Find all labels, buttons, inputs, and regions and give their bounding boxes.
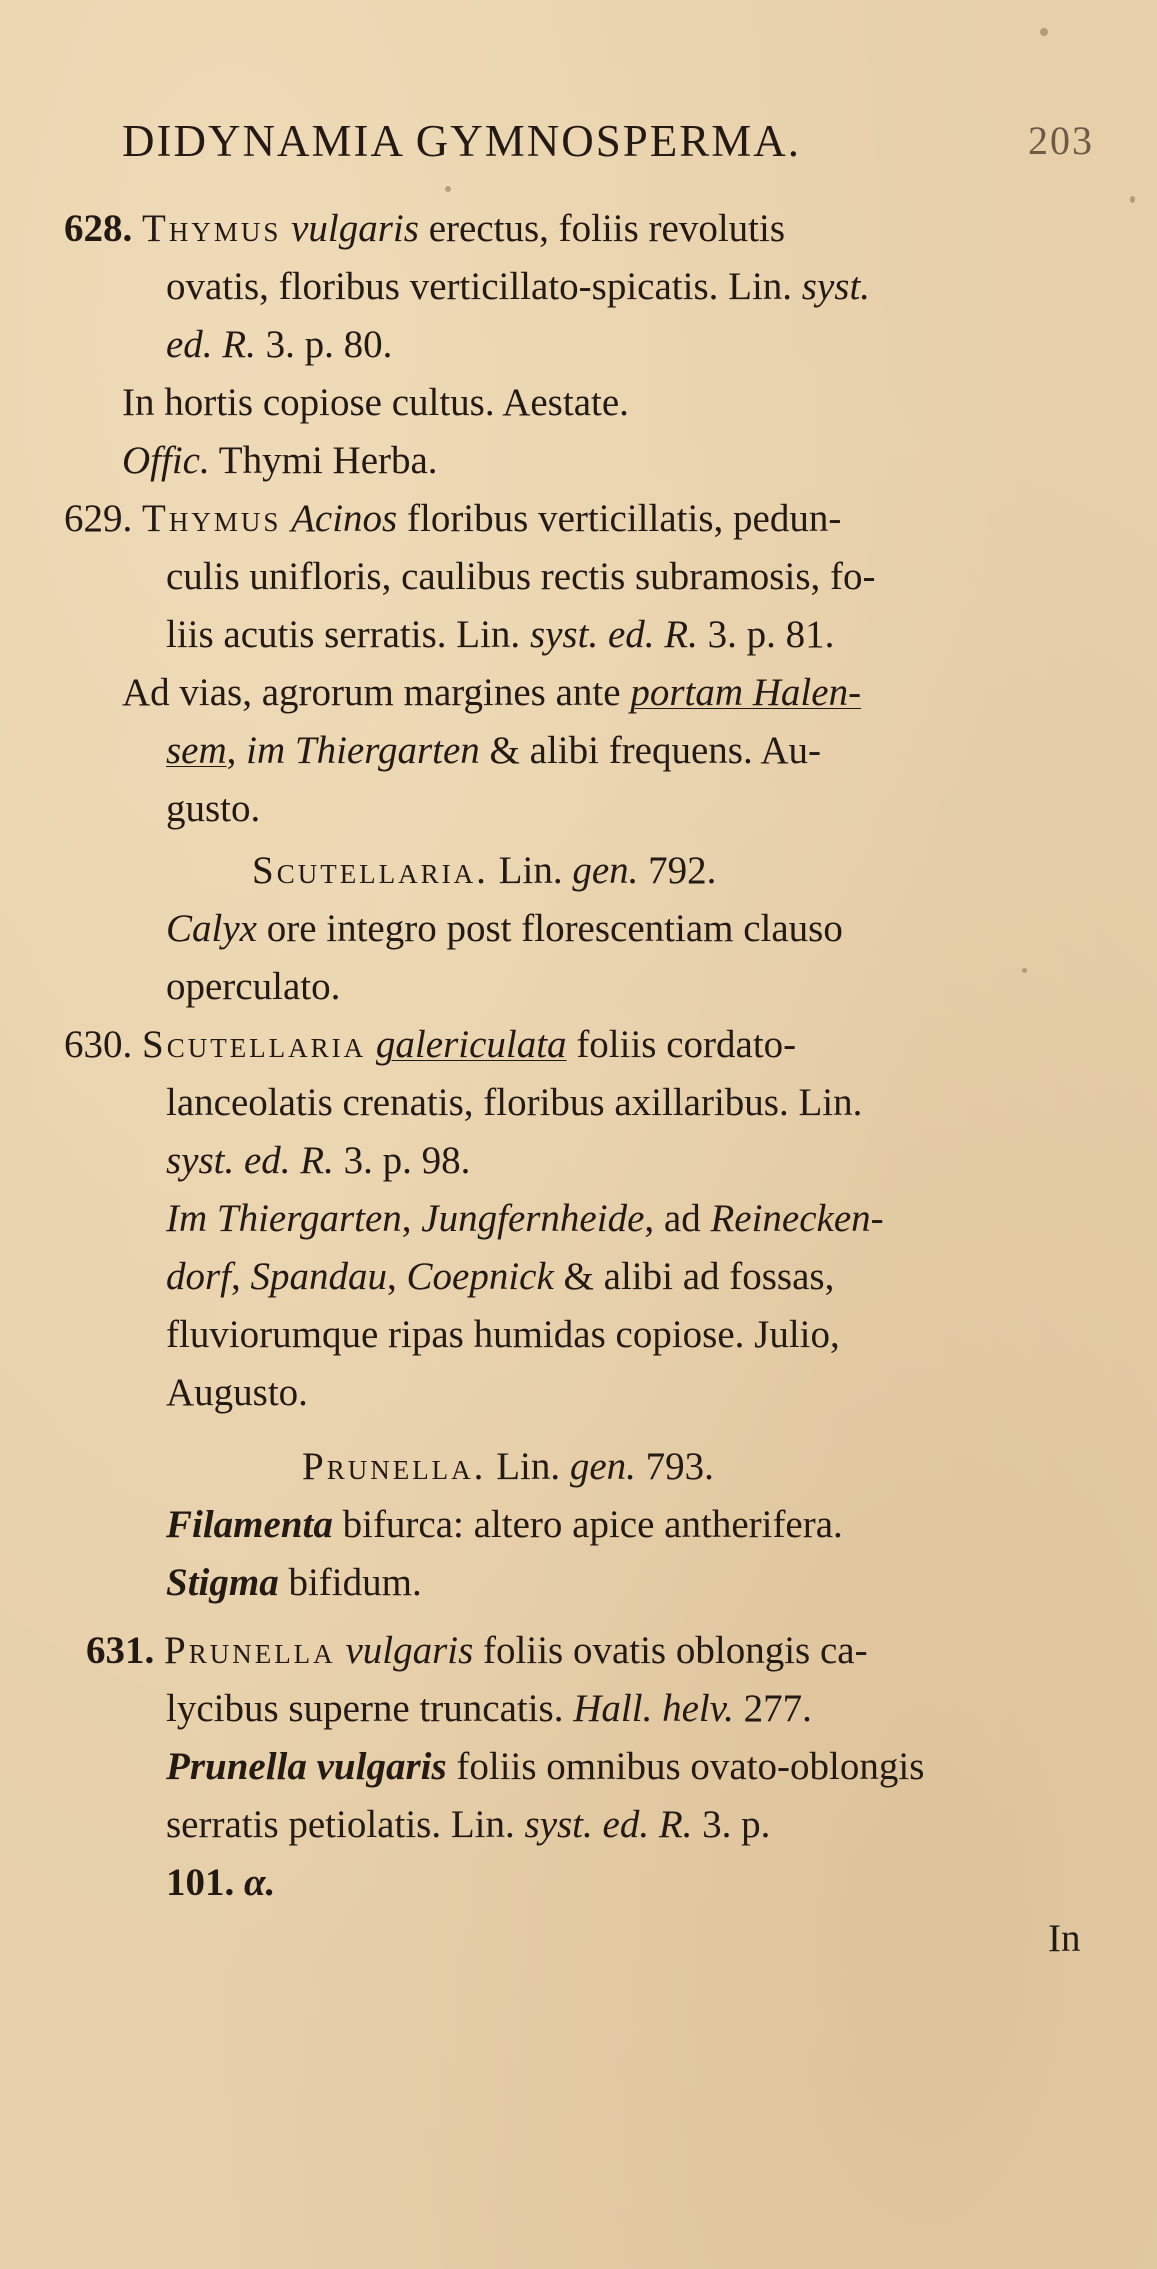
line-628-a: 628. Thymus vulgaris erectus, foliis revolutis — [64, 207, 786, 250]
line-631-a: 631. Prunella vulgaris foliis ovatis oblongis ca- — [86, 1629, 868, 1672]
page-number: 203 — [1028, 118, 1094, 163]
genus-prunella-desc-a: Filamenta bifurca: altero apice antherifera. — [166, 1503, 843, 1546]
line-630-habitat-c: fluviorumque ripas humidas copiose. Julio, — [166, 1313, 840, 1356]
genus-scutellaria-desc-a: Calyx ore integro post florescentiam clauso — [166, 907, 843, 950]
genus-scutellaria-heading: Scutellaria. Lin. gen. 792. — [252, 849, 717, 892]
line-629-habitat-c: gusto. — [166, 787, 261, 830]
catchword: In — [1048, 1917, 1081, 1960]
line-631-e: 101. α. — [166, 1861, 276, 1904]
line-631-c: Prunella vulgaris foliis omnibus ovato-oblongis — [166, 1745, 925, 1788]
genus-prunella-heading: Prunella. Lin. gen. 793. — [302, 1445, 714, 1488]
line-628-c: ed. R. 3. p. 80. — [166, 323, 393, 366]
line-629-habitat-b: sem, im Thiergarten & alibi frequens. Au- — [166, 729, 821, 772]
line-630-habitat-b: dorf, Spandau, Coepnick & alibi ad fossas, — [166, 1255, 835, 1298]
line-628-offic: Offic. Thymi Herba. — [122, 439, 438, 482]
line-630-c: syst. ed. R. 3. p. 98. — [166, 1139, 471, 1182]
paper-speck — [1022, 968, 1027, 973]
line-631-d: serratis petiolatis. Lin. syst. ed. R. 3. p. — [166, 1803, 771, 1846]
line-629-habitat-a: Ad vias, agrorum margines ante portam Halen- — [122, 671, 862, 714]
paper-speck — [1130, 196, 1135, 203]
paper-speck — [1040, 28, 1048, 36]
page-header-title: DIDYNAMIA GYMNOSPERMA. — [122, 116, 802, 166]
line-630-habitat-a: Im Thiergarten, Jungfernheide, ad Reinecken- — [166, 1197, 884, 1240]
line-631-b: lycibus superne truncatis. Hall. helv. 277. — [166, 1687, 812, 1730]
line-629-c: liis acutis serratis. Lin. syst. ed. R. 3. p. 81. — [166, 613, 835, 656]
line-630-habitat-d: Augusto. — [166, 1371, 308, 1414]
line-629-b: culis unifloris, caulibus rectis subramosis, fo- — [166, 555, 876, 598]
line-628-b: ovatis, floribus verticillato-spicatis. Lin. syst. — [166, 265, 871, 308]
line-628-habitat: In hortis copiose cultus. Aestate. — [122, 381, 629, 424]
genus-scutellaria-desc-b: operculato. — [166, 965, 341, 1008]
line-630-b: lanceolatis crenatis, floribus axillaribus. Lin. — [166, 1081, 863, 1124]
genus-prunella-desc-b: Stigma bifidum. — [166, 1561, 422, 1604]
line-629-a: 629. Thymus Acinos floribus verticillatis, pedun- — [64, 497, 842, 540]
paper-speck — [445, 186, 451, 192]
line-630-a: 630. Scutellaria galericulata foliis cordato- — [64, 1023, 797, 1066]
